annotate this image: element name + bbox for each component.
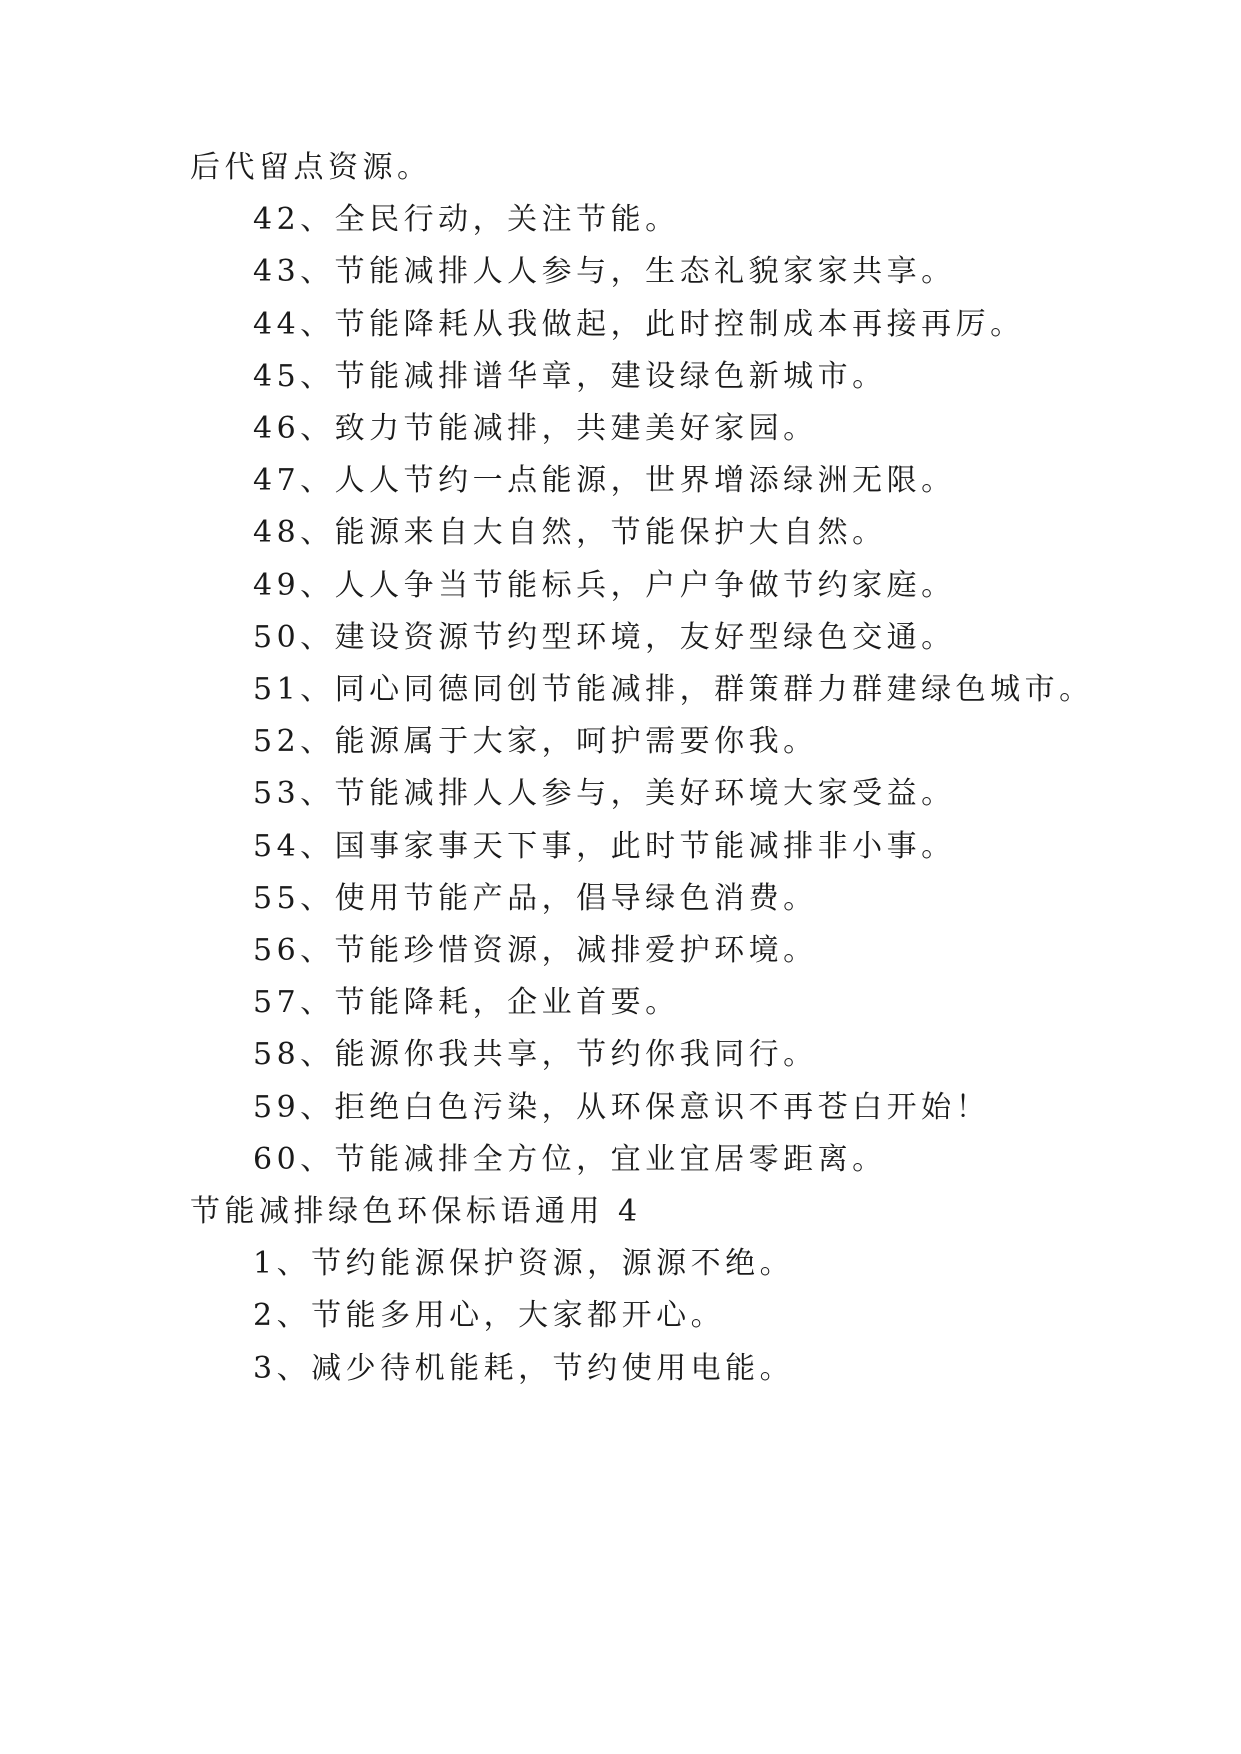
list-item: 60、节能减排全方位，宜业宜居零距离。 [253, 1141, 887, 1177]
list-item: 3、减少待机能耗，节约使用电能。 [253, 1350, 795, 1386]
list-item: 52、能源属于大家，呵护需要你我。 [253, 724, 818, 760]
list-item: 57、节能降耗，企业首要。 [253, 985, 680, 1021]
list-item: 55、使用节能产品，倡导绿色消费。 [253, 880, 818, 916]
list-item: 1、节约能源保护资源，源源不绝。 [253, 1246, 795, 1282]
section-heading: 节能减排绿色环保标语通用 4 [190, 1194, 642, 1229]
list-item: 51、同心同德同创节能减排，群策群力群建绿色城市。 [253, 672, 1094, 707]
list-item: 42、全民行动，关注节能。 [253, 202, 680, 238]
list-item: 49、人人争当节能标兵，户户争做节约家庭。 [253, 567, 956, 603]
list-item: 50、建设资源节约型环境，友好型绿色交通。 [253, 619, 956, 655]
list-item: 54、国事家事天下事，此时节能减排非小事。 [253, 828, 956, 864]
list-item: 46、致力节能减排，共建美好家园。 [253, 411, 818, 446]
list-item: 44、节能降耗从我做起，此时控制成本再接再厉。 [253, 306, 1025, 342]
list-item: 43、节能减排人人参与，生态礼貌家家共享。 [253, 254, 956, 290]
list-item: 58、能源你我共享，节约你我同行。 [253, 1037, 818, 1073]
list-item: 2、节能多用心，大家都开心。 [253, 1298, 726, 1334]
list-item: 47、人人节约一点能源，世界增添绿洲无限。 [253, 463, 956, 499]
list-item: 56、节能珍惜资源，减排爱护环境。 [253, 933, 818, 968]
list-item: 48、能源来自大自然，节能保护大自然。 [253, 515, 887, 551]
list-item: 53、节能减排人人参与，美好环境大家受益。 [253, 776, 956, 812]
paragraph-continuation: 后代留点资源。 [190, 150, 432, 185]
list-item: 59、拒绝白色污染，从环保意识不再苍白开始！ [253, 1089, 991, 1125]
list-item: 45、节能减排谱华章，建设绿色新城市。 [253, 358, 887, 394]
